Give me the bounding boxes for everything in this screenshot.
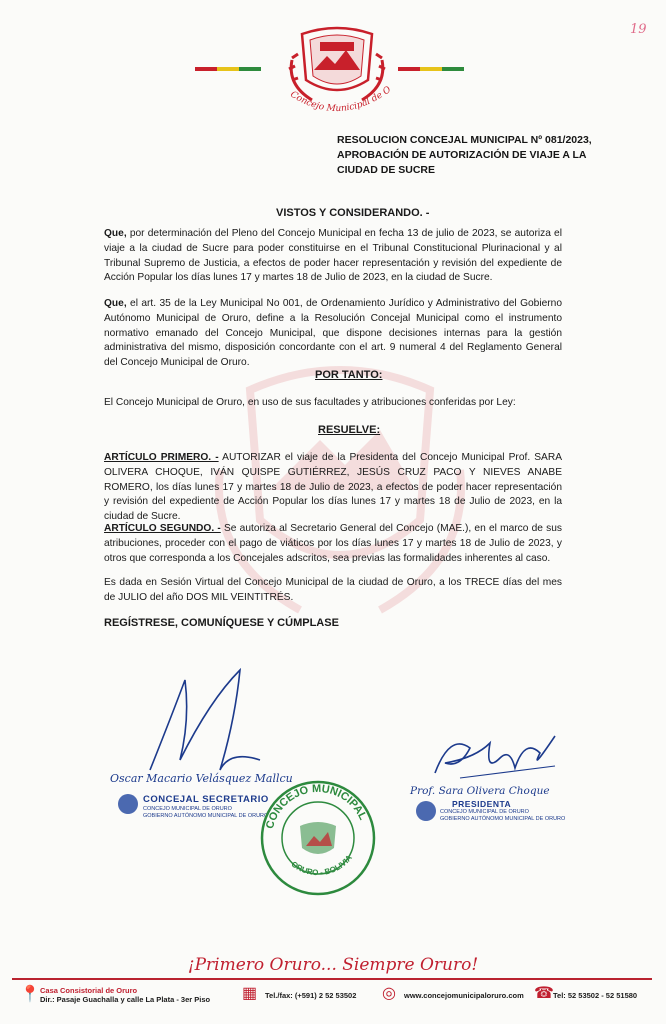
- footer-address: [40, 986, 210, 1004]
- flag-stripe-yellow: [420, 67, 442, 71]
- right-signature-scribble: [430, 728, 570, 793]
- registrese-line: REGÍSTRESE, COMUNÍQUESE Y CÚMPLASE: [104, 617, 339, 629]
- svg-text:ORURO - BOLIVIA: [290, 853, 354, 877]
- por-tanto-heading: POR TANTO:: [315, 369, 383, 381]
- building-icon: ▦: [242, 985, 258, 1002]
- stamp-line: CONCEJO MUNICIPAL DE ORURO: [440, 809, 529, 815]
- right-stamp-crest: [416, 801, 436, 821]
- title-line: CIUDAD DE SUCRE: [337, 164, 436, 176]
- left-stamp-crest: [118, 794, 138, 814]
- concejo-logo: [262, 20, 412, 128]
- stamp-line: GOBIERNO AUTÓNOMO MUNICIPAL DE ORURO: [143, 813, 269, 819]
- footer-divider: [12, 978, 652, 980]
- article-text: AUTORIZAR el viaje de la Presidenta del Concejo Municipal Prof. SARA OLIVERA CHOQUE, IVÁN QUISPE GUTIÉRREZ, JESÚS CRUZ PACO Y NIEVES ANABE ROMERO, los días lunes 17 y martes 18 de Julio de 2023, a efectos de poder hacer representación y revisión del expediente de Acción Popular los días lunes 17 y martes 18 de Julio de 2023, en la ciudad de Sucre.: [104, 452, 562, 523]
- article-label: ARTÍCULO PRIMERO. -: [104, 452, 219, 463]
- stamp-line: CONCEJO MUNICIPAL DE ORURO: [143, 806, 232, 812]
- considerando-paragraph-1: [104, 227, 562, 286]
- seal-bottom-text: ORURO - BOLIVIA: [289, 853, 354, 878]
- right-signer-name: Prof. Sara Olivera Choque: [410, 785, 550, 797]
- address-line: Casa Consistorial de Oruro: [40, 986, 138, 995]
- location-pin-icon: 📍: [20, 986, 40, 1003]
- page-number: 19: [630, 22, 647, 37]
- resolution-title: [337, 133, 637, 178]
- left-signer-sub: [143, 806, 268, 820]
- lead-word: Que,: [104, 298, 127, 309]
- lead-word: Que,: [104, 228, 127, 239]
- seal-top-text: CONCEJO MUNICIPAL: [263, 782, 369, 831]
- title-line: RESOLUCION CONCEJAL MUNICIPAL Nº 081/2023,: [337, 134, 592, 146]
- articulo-segundo: [104, 522, 562, 566]
- flag-stripe-yellow: [217, 67, 239, 71]
- left-signature-scribble: [140, 660, 270, 785]
- flag-stripe-green: [239, 67, 261, 71]
- municipal-seal: [258, 778, 378, 898]
- logo-text: Concejo Municipal de O: [288, 84, 394, 115]
- footer-motto: ¡Primero Oruro... Siempre Oruro!: [187, 955, 479, 975]
- closing-paragraph: Es dada en Sesión Virtual del Concejo Municipal de la ciudad de Oruro, a los TRECE días del mes de JULIO del año DOS MIL VEINTITRÉS.: [104, 577, 562, 603]
- flag-stripe-green: [442, 67, 464, 71]
- globe-icon: ◎: [382, 985, 396, 1002]
- footer-tel: Tel: 52 53502 - 52 51580: [553, 991, 638, 1000]
- address-line: Dir.: Pasaje Guachalla y calle La Plata - 3er Piso: [40, 995, 211, 1004]
- left-signer-name: Oscar Macario Velásquez Mallcu: [110, 772, 293, 785]
- left-signer-title: CONCEJAL SECRETARIO: [143, 794, 269, 805]
- article-label: ARTÍCULO SEGUNDO. -: [104, 523, 221, 534]
- stamp-line: GOBIERNO AUTÓNOMO MUNICIPAL DE ORURO: [440, 816, 566, 822]
- phone-icon: ☎: [534, 985, 554, 1002]
- considerando-paragraph-2: [104, 297, 562, 371]
- vistos-heading: VISTOS Y CONSIDERANDO. -: [276, 207, 430, 219]
- paragraph-text: el art. 35 de la Ley Municipal No 001, de Ordenamiento Jurídico y Administrativo del Gobierno Autónomo Municipal de Oruro, define a la Resolución Concejal Municipal como el instrumento normativo emanado del Concejo Municipal, que dispone decisiones internas para la gestión administrativa del mismo, disposición concordante con el art. 9 numeral 4 del Reglamento General del Concejo Municipal de Oruro.: [104, 298, 562, 369]
- flag-stripe-red: [195, 67, 217, 71]
- articulo-primero: [104, 451, 562, 525]
- right-signer-title: PRESIDENTA: [452, 799, 512, 809]
- footer-website[interactable]: www.concejomunicipaloruro.com: [404, 991, 524, 1000]
- footer-telfax: Tel./fax: (+591) 2 52 53502: [265, 991, 357, 1000]
- right-signer-sub: [440, 809, 565, 823]
- por-tanto-text: El Concejo Municipal de Oruro, en uso de sus facultades y atribuciones conferidas por Ley:: [104, 397, 516, 408]
- title-line: APROBACIÓN DE AUTORIZACIÓN DE VIAJE A LA: [337, 149, 587, 161]
- paragraph-text: por determinación del Pleno del Concejo Municipal en fecha 13 de julio de 2023, se autoriza el viaje a la ciudad de Sucre para poder constituirse en el Tribunal Constitucional Plurinacional y al Tribunal Supremo de Justicia, a efectos de poder hacer representación y revisión del expediente de Acción Popular los días lunes 17 y martes 18 de Julio de 2023, en la ciudad de Sucre.: [104, 228, 562, 284]
- resuelve-heading: RESUELVE:: [318, 424, 381, 436]
- article-text: Se autoriza al Secretario General del Concejo (MAE.), en el marco de sus atribuciones, proceder con el pago de viáticos por los días lunes 17 y martes 18 de Julio de 2023, y otros que corresponda a los Concejales adscritos, sea previas las formalidades inherentes al caso.: [104, 523, 562, 564]
